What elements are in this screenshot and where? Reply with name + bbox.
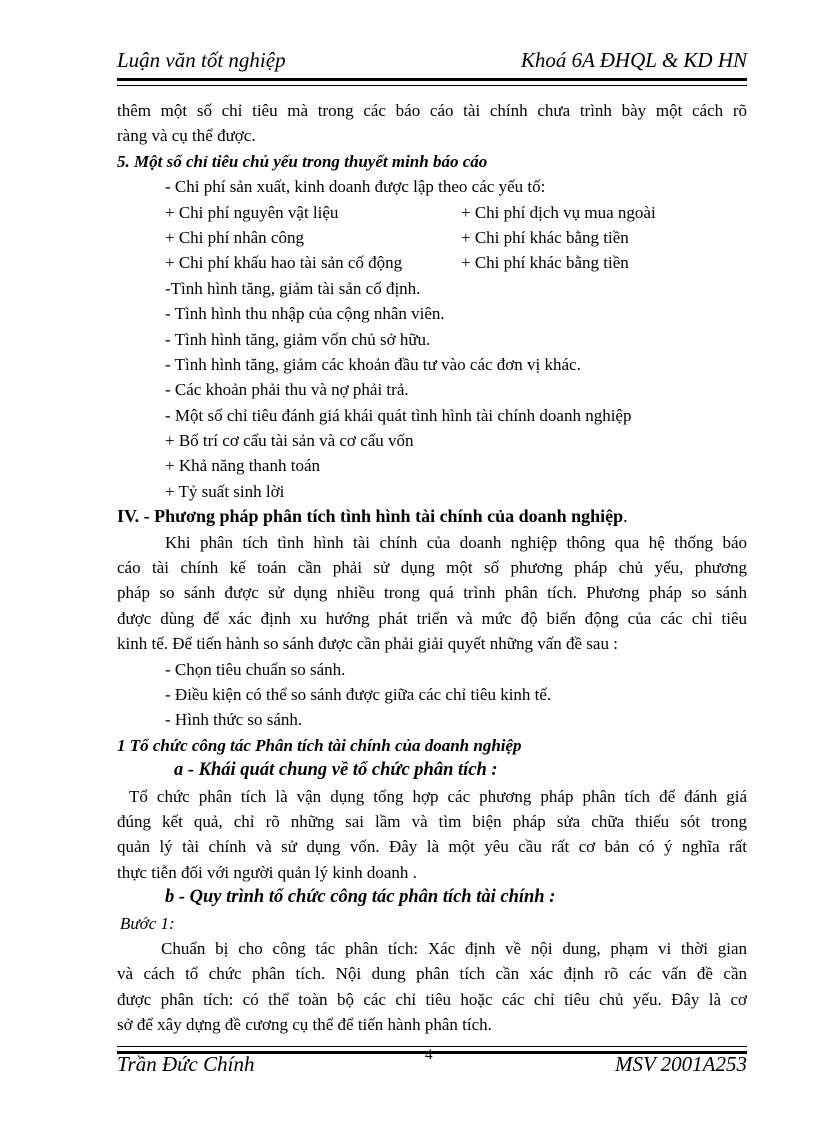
section-heading-iv: [117, 504, 747, 529]
section-heading-iv-period: .: [623, 506, 628, 527]
list-item: + Khả năng thanh toán: [165, 456, 320, 476]
footer-author: Trần Đức Chính: [117, 1052, 255, 1076]
paragraph-line: kinh tế. Để tiến hành so sánh được cần phải giải quyết những vấn đề sau :: [117, 634, 618, 654]
list-item: - Tình hình thu nhập của cộng nhân viên.: [165, 304, 445, 324]
cost-item-right: + Chi phí dịch vụ mua ngoài: [461, 202, 656, 222]
list-item: - Các khoản phải thu và nợ phải trả.: [165, 380, 409, 400]
paragraph-line: được phân tích: có thể toàn bộ các chỉ tiêu hoặc các chỉ tiêu chủ yếu. Đây là cơ: [117, 989, 747, 1009]
list-item: + Tỷ suất sinh lời: [165, 481, 285, 501]
paragraph-line: đúng kết quả, chỉ rõ những sai lầm và tìm biện pháp sửa chữa thiếu sót trong: [117, 811, 747, 831]
header-divider: [117, 78, 747, 86]
paragraph-line: Tổ chức phân tích là vận dụng tổng hợp các phương pháp phân tích để đánh giá: [129, 786, 747, 806]
cost-item-left: + Chi phí khấu hao tài sản cố động: [165, 253, 403, 273]
list-item: - Điều kiện có thể so sánh được giữa các chỉ tiêu kinh tế.: [165, 684, 552, 704]
paragraph-line: và cách tổ chức phân tích. Nội dung phân tích cần xác định rõ các vấn đề cần: [117, 964, 747, 984]
list-item: - Tình hình tăng, giảm vốn chủ sở hữu.: [165, 329, 431, 349]
list-item: - Tình hình tăng, giảm các khoản đầu tư vào các đơn vị khác.: [165, 354, 581, 374]
paragraph-line: sở để xây dựng đề cương cụ thể để tiến hành phân tích.: [117, 1015, 492, 1035]
list-item: + Bố trí cơ cấu tài sản và cơ cấu vốn: [165, 431, 414, 451]
paragraph-line: Khi phân tích tình hình tài chính của doanh nghiệp thông qua hệ thống báo: [165, 532, 747, 552]
paragraph-line: được dùng để xác định xu hướng phát triển và mức độ biến động của các chỉ tiêu: [117, 608, 747, 628]
cost-item-left: + Chi phí nhân công: [165, 227, 304, 247]
page-header: [117, 48, 747, 76]
footer-student-id: MSV 2001A253: [614, 1052, 747, 1076]
cost-item-right: + Chi phí khác bằng tiền: [461, 227, 629, 247]
page-footer: [117, 1047, 747, 1080]
cost-row: [117, 225, 747, 250]
cost-item-right: + Chi phí khác bằng tiền: [461, 253, 629, 273]
paragraph-line: cáo tài chính kế toán cần phải sử dụng một số phương pháp chủ yếu, phương: [117, 558, 747, 578]
list-item: - Chọn tiêu chuẩn so sánh.: [165, 659, 346, 679]
paragraph-line: thêm một số chỉ tiêu mà trong các báo cáo tài chính chưa trình bày một cách rõ: [117, 101, 747, 120]
page-number: 4: [425, 1047, 433, 1063]
list-item: - Hình thức so sánh.: [165, 710, 303, 730]
document-body: [117, 98, 747, 1037]
subsection-heading-a: a - Khái quát chung về tổ chức phân tích :: [174, 760, 498, 781]
section-heading-iv-text: IV. - Phương pháp phân tích tình hình tài chính của doanh nghiệp: [117, 506, 624, 527]
step-label: Bước 1:: [120, 913, 175, 933]
paragraph-line: thực tiễn đối với người quản lý kinh doanh .: [117, 862, 417, 882]
cost-item-left: + Chi phí nguyên vật liệu: [165, 202, 339, 222]
header-thesis-title: Luận văn tốt nghiệp: [117, 48, 286, 72]
cost-row: [117, 200, 747, 225]
subsection-heading-b: b - Quy trình tổ chức công tác phân tích tài chính :: [165, 887, 556, 908]
paragraph-line: Chuẩn bị cho công tác phân tích: Xác định về nội dung, phạm vi thời gian: [161, 938, 747, 958]
list-item: -Tình hình tăng, giảm tài sản cố định.: [165, 278, 421, 298]
paragraph-line: ràng và cụ thể được.: [117, 126, 256, 146]
list-item: - Chi phí sản xuất, kinh doanh được lập theo các yếu tố:: [165, 177, 546, 197]
list-item: - Một số chỉ tiêu đánh giá khái quát tình hình tài chính doanh nghiệp: [165, 405, 632, 425]
header-class-name: Khoá 6A ĐHQL & KD HN: [520, 48, 747, 72]
section-heading-5: 5. Một số chỉ tiêu chủ yếu trong thuyết minh báo cáo: [117, 151, 488, 171]
paragraph-line: quản lý tài chính và sử dụng vốn. Đây là một yêu cầu rất cơ bản có ý nghĩa rất: [117, 837, 747, 857]
paragraph-line: pháp so sánh được sử dụng nhiều trong quá trình phân tích. Phương pháp so sánh: [117, 583, 747, 603]
cost-row: [117, 250, 747, 275]
section-heading-1: 1 Tổ chức công tác Phân tích tài chính của doanh nghiệp: [117, 735, 522, 755]
